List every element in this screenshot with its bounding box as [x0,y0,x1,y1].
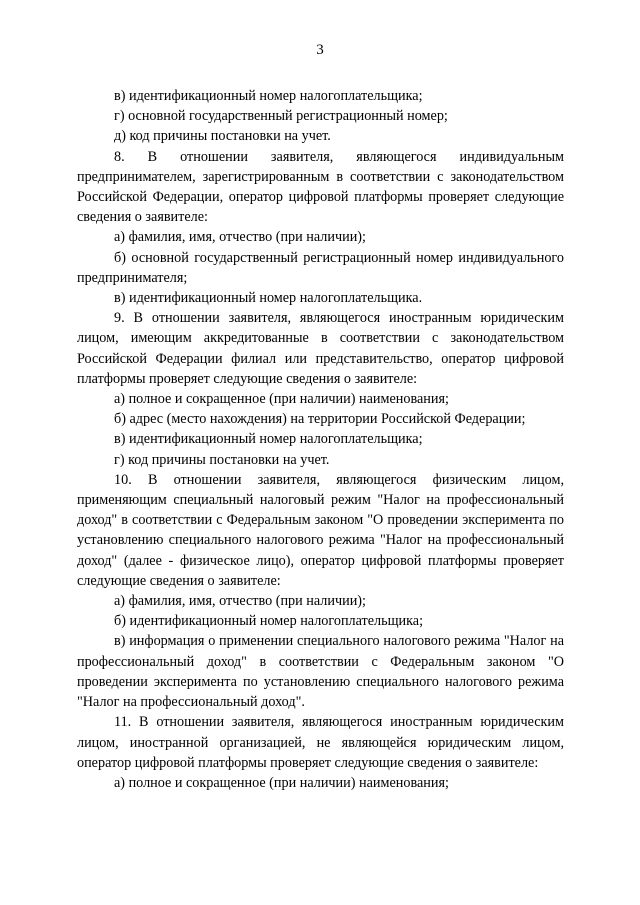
paragraph-item-g-ogrn: г) основной государственный регистрационный номер; [114,108,448,125]
paragraph-clause-9: 9. В отношении заявителя, являющегося иностранным юридическим лицом, имеющим аккредитованные в соответствии с законодательством Российской Федерации филиал или представительство, оператор цифровой платформы проверяет следующие сведения о заявителе: [77,310,564,387]
paragraph-clause-9-item-b: б) адрес (место нахождения) на территории Российской Федерации; [114,411,526,428]
paragraph-item-v-inn: в) идентификационный номер налогоплательщика; [114,88,423,104]
paragraph-clause-11-item-a: а) полное и сокращенное (при наличии) наименования; [114,774,449,791]
paragraph-clause-8-item-v: в) идентификационный номер налогоплательщика. [114,290,423,307]
document-body [77,86,564,793]
page-number: 3 [316,42,324,58]
paragraph-clause-10-item-v: в) информация о применении специального налогового режима "Налог на профессиональный доход" в соответствии с Федеральным законом "О проведении эксперимента по установлению специального налогового режима "Налог на профессиональный доход". [77,633,564,711]
paragraph-clause-10-item-b: б) идентификационный номер налогоплательщика; [114,613,424,630]
paragraph-clause-10: 10. В отношении заявителя, являющегося физическим лицом, применяющим специальный налоговый режим "Налог на профессиональный доход" в соответствии с Федеральным законом "О проведении эксперимента по установлению специального налогового режима "Налог на профессиональный доход" (далее - физическое лицо), оператор цифровой платформы проверяет следующие сведения о заявителе: [77,471,564,589]
paragraph-item-d-kpp: д) код причины постановки на учет. [114,128,331,145]
paragraph-clause-9-item-a: а) полное и сокращенное (при наличии) наименования; [114,391,449,408]
paragraph-clause-8-item-a: а) фамилия, имя, отчество (при наличии); [114,229,366,246]
paragraph-clause-9-item-v: в) идентификационный номер налогоплательщика; [114,431,423,448]
paragraph-clause-11: 11. В отношении заявителя, являющегося иностранным юридическим лицом, иностранной организацией, не являющейся юридическим лицом, оператор цифровой платформы проверяет следующие сведения о заявителе: [77,714,564,771]
paragraph-clause-10-item-a: а) фамилия, имя, отчество (при наличии); [114,593,366,610]
paragraph-clause-8: 8. В отношении заявителя, являющегося индивидуальным предпринимателем, зарегистрированным в соответствии с законодательством Российской Федерации, оператор цифровой платформы проверяет следующие сведения о заявителе: [77,148,564,226]
paragraph-clause-9-item-g: г) код причины постановки на учет. [114,451,330,468]
paragraph-clause-8-item-b: б) основной государственный регистрационный номер индивидуального предпринимателя; [77,249,564,286]
